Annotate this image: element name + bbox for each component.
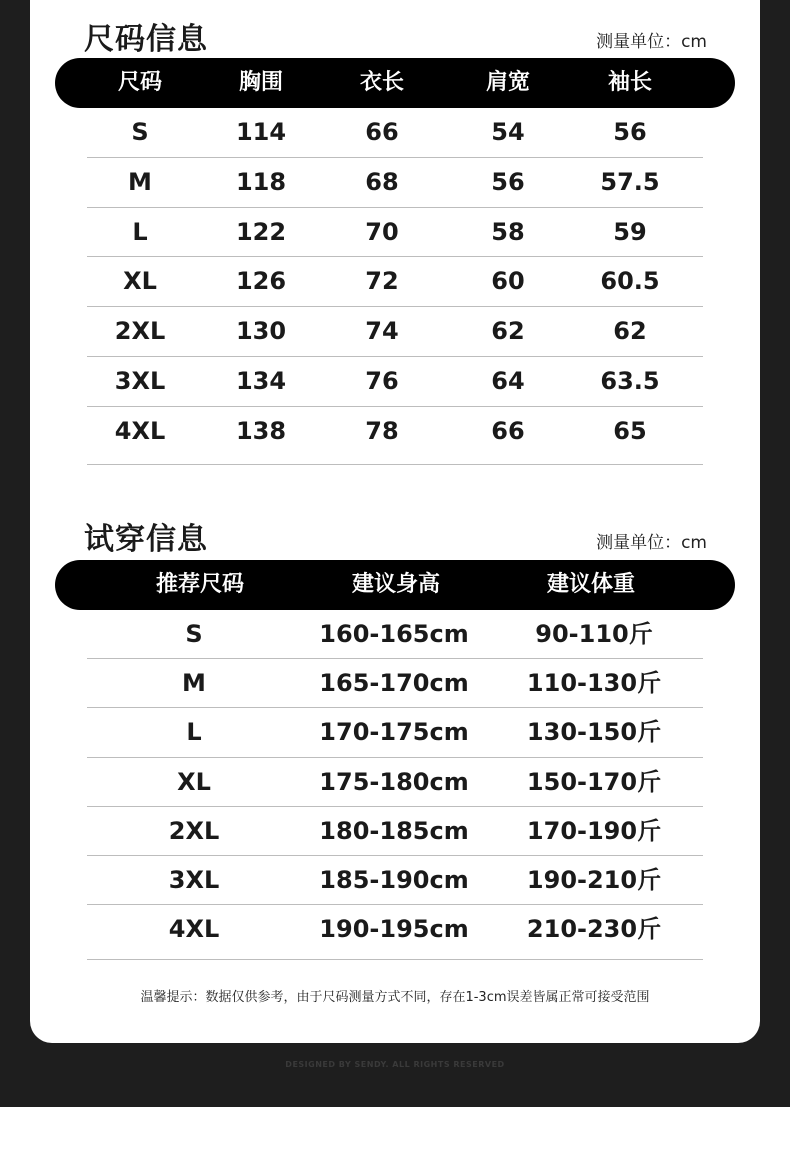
size-header-cell: 胸围 (238, 70, 284, 95)
size-table-cell: 114 (235, 118, 287, 146)
size-table-cell: 126 (235, 267, 287, 296)
fit-header-cell: 建议身高 (351, 572, 441, 597)
fit-table-cell: 190-210斤 (526, 866, 662, 894)
fit-table-cell: L (186, 718, 202, 747)
fit-table-cell: 2XL (168, 816, 220, 845)
fit-table-cell: 165-170cm (319, 669, 469, 698)
fit-table-header (55, 560, 735, 610)
fit-table-cell: 90-110斤 (535, 620, 653, 648)
size-table-cell: 3XL (114, 367, 166, 395)
size-table-cell: 60 (491, 267, 525, 296)
fit-table-cell: 180-185cm (319, 816, 469, 845)
fit-table-cell: 175-180cm (319, 767, 469, 796)
size-table-cell: M (128, 167, 152, 196)
fit-table-cell: 150-170斤 (526, 767, 662, 796)
size-table-cell: 74 (365, 317, 399, 346)
size-table-row (87, 407, 703, 457)
size-table-row (87, 257, 703, 307)
size-table-row (87, 158, 703, 208)
size-header-cell: 肩宽 (485, 70, 531, 95)
fit-table-row (87, 708, 703, 757)
fit-table-cell: 160-165cm (319, 620, 469, 648)
fit-table-cell: 3XL (168, 866, 220, 894)
fit-table-row (87, 659, 703, 708)
size-table-cell: 68 (365, 167, 399, 196)
size-table-cell: 118 (235, 167, 287, 196)
fit-table-row (87, 807, 703, 856)
size-table-row (87, 108, 703, 158)
disclaimer-note: 温馨提示：数据仅供参考，由于尺码测量方式不同，存在1-3cm误差皆属正常可接受范围 (140, 990, 650, 1005)
size-table-header (55, 58, 735, 108)
size-table-cell: 62 (491, 317, 525, 346)
size-section-title: 尺码信息 (84, 22, 208, 57)
size-unit-label: 测量单位：cm (596, 32, 707, 52)
fit-table-cell: 4XL (168, 915, 220, 944)
fit-table-divider (87, 959, 703, 960)
size-table-cell: L (132, 217, 148, 246)
fit-header-cell: 建议体重 (546, 572, 636, 597)
fit-table-row (87, 905, 703, 954)
fit-table-cell: 130-150斤 (526, 718, 662, 747)
size-table-cell: 62 (613, 317, 647, 346)
size-table-cell: 138 (235, 416, 287, 445)
fit-header-cell: 推荐尺码 (155, 572, 245, 597)
size-table-cell: 64 (491, 367, 525, 395)
size-table-cell: 56 (613, 118, 647, 146)
size-table-row (87, 307, 703, 357)
size-table-cell: 4XL (114, 416, 166, 445)
fit-table-cell: 210-230斤 (526, 915, 662, 944)
fit-section-title: 试穿信息 (84, 522, 208, 557)
size-table-cell: 60.5 (600, 267, 660, 296)
size-table-cell: 134 (235, 367, 287, 395)
size-table-cell: 56 (491, 167, 525, 196)
size-table-cell: 78 (365, 416, 399, 445)
size-table-cell: 59 (613, 217, 647, 246)
size-table-cell: 2XL (114, 317, 166, 346)
size-table-cell: 66 (365, 118, 399, 146)
size-table-cell: S (131, 118, 149, 146)
size-table-cell: 57.5 (600, 167, 660, 196)
fit-table-cell: 170-175cm (319, 718, 469, 747)
size-table-cell: 66 (491, 416, 525, 445)
fit-table-cell: 110-130斤 (526, 669, 662, 698)
size-table-row (87, 357, 703, 407)
fit-table-cell: M (182, 669, 206, 698)
size-table-cell: 58 (491, 217, 525, 246)
fit-table-cell: XL (177, 767, 211, 796)
fit-table-cell: 170-190斤 (526, 816, 662, 845)
fit-table-cell: 190-195cm (319, 915, 469, 944)
size-table-cell: 72 (365, 267, 399, 296)
size-table-cell: XL (123, 267, 157, 296)
size-table-cell: 65 (613, 416, 647, 445)
size-table-cell: 76 (365, 367, 399, 395)
fit-table-row (87, 758, 703, 807)
size-table-row (87, 208, 703, 258)
size-table-cell: 130 (235, 317, 287, 346)
fit-table-cell: 185-190cm (319, 866, 469, 894)
fit-unit-label: 测量单位：cm (596, 533, 707, 553)
size-header-cell: 衣长 (359, 70, 405, 95)
design-credit: DESIGNED BY SENDY. ALL RIGHTS RESERVED (285, 1060, 505, 1069)
size-table-cell: 122 (235, 217, 287, 246)
fit-table-cell: S (185, 620, 203, 648)
size-table-cell: 70 (365, 217, 399, 246)
size-table-cell: 63.5 (600, 367, 660, 395)
size-header-cell: 尺码 (117, 70, 163, 95)
size-table-divider (87, 464, 703, 465)
fit-table-row (87, 856, 703, 905)
size-table-cell: 54 (491, 118, 525, 146)
size-header-cell: 袖长 (607, 70, 653, 95)
fit-table-row (87, 610, 703, 659)
